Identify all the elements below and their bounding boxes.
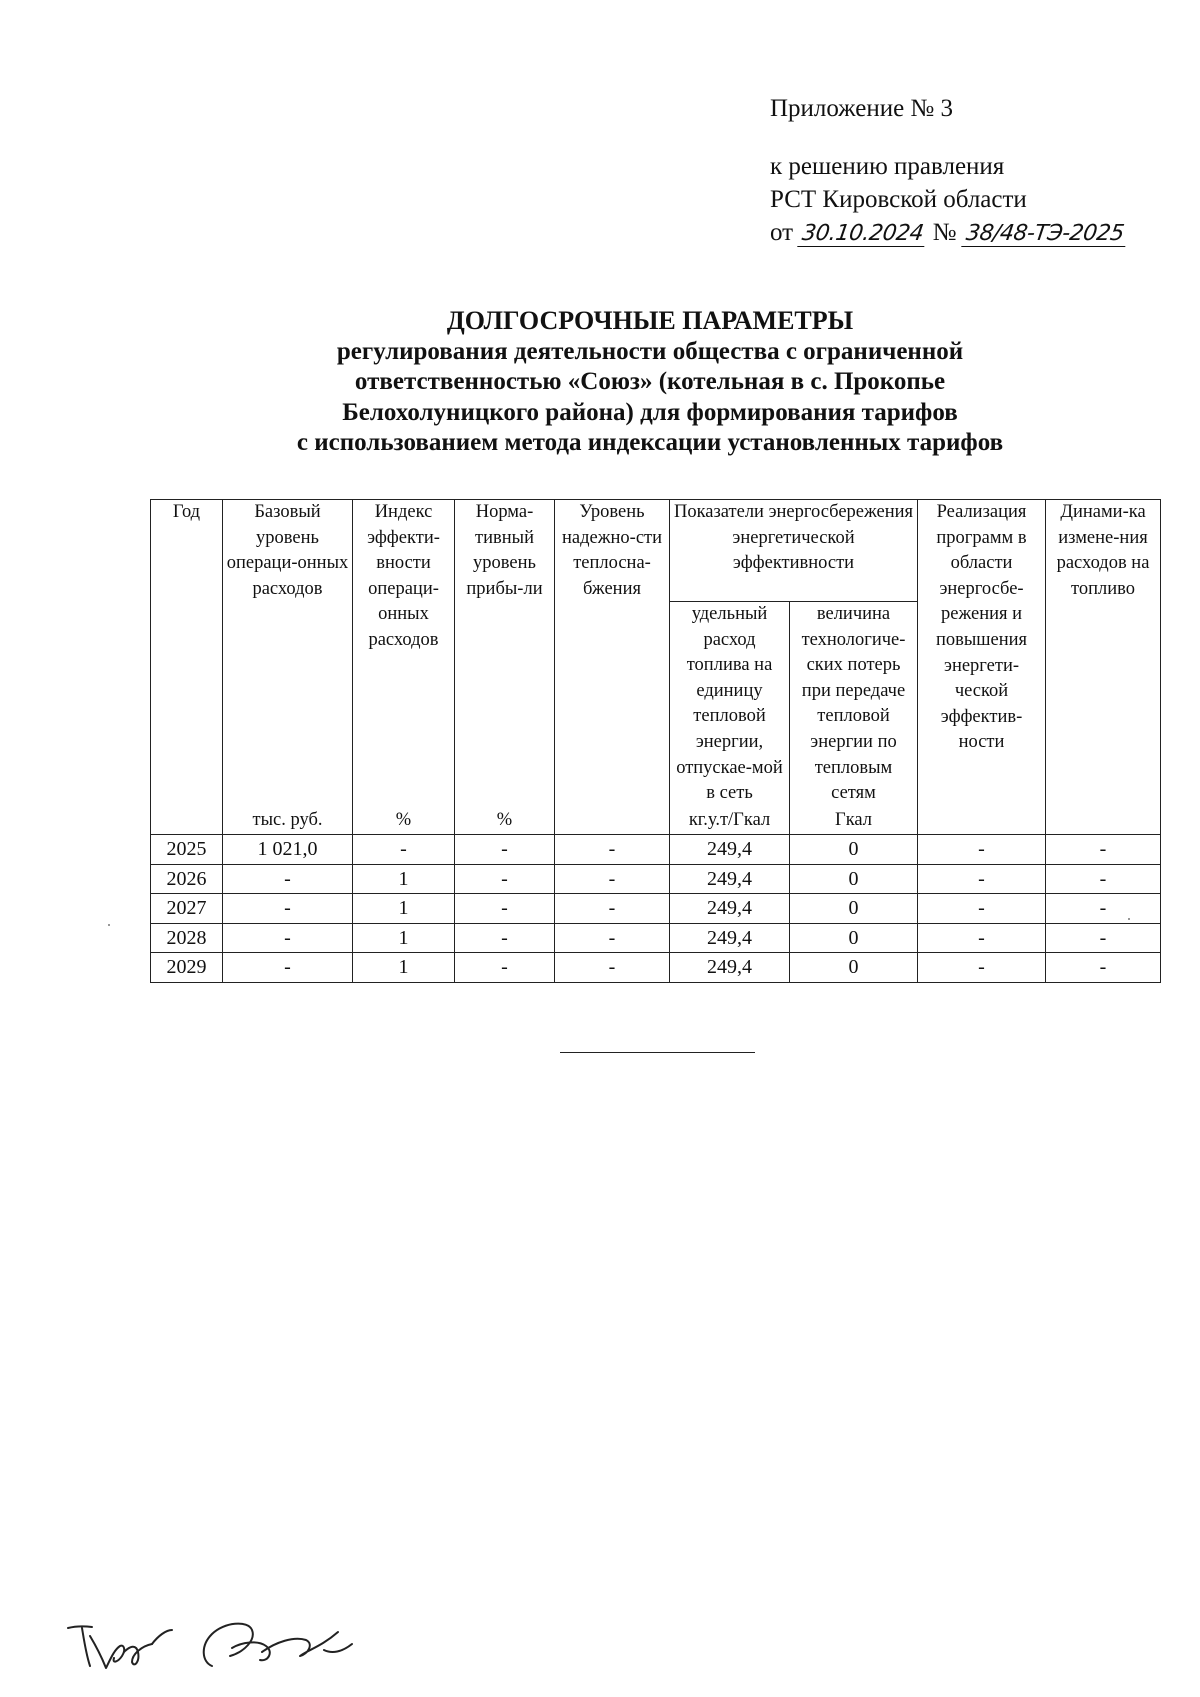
cell-normative-profit: - — [455, 953, 555, 983]
cell-fuel-dynamics: - — [1046, 835, 1161, 865]
cell-efficiency-index: - — [353, 835, 455, 865]
title-main: ДОЛГОСРОЧНЫЕ ПАРАМЕТРЫ — [446, 306, 854, 335]
decision-number: 38/48-ТЭ-2025 — [961, 222, 1128, 247]
scan-speck — [108, 924, 110, 926]
cell-fuel-dynamics: - — [1046, 894, 1161, 924]
cell-normative-profit: - — [455, 923, 555, 953]
cell-efficiency-index: 1 — [353, 894, 455, 924]
cell-reliability: - — [555, 923, 670, 953]
unit-specific-fuel: кг.у.т/Гкал — [670, 808, 790, 835]
number-prefix: № — [932, 219, 957, 246]
header-specific-fuel: удельный расход топлива на единицу тепловой энергии, отпускае-мой в сеть — [670, 602, 790, 809]
title-line-3: Белохолуницкого района) для формирования тарифов — [342, 398, 958, 426]
header-year: Год — [151, 500, 223, 835]
header-base-level: Базовый уровень операци-онных расходов — [223, 500, 353, 809]
cell-base-level: - — [223, 953, 353, 983]
cell-base-level: 1 021,0 — [223, 835, 353, 865]
header-normative-profit: Норма-тивный уровень прибы-ли — [455, 500, 555, 809]
scan-speck — [1128, 918, 1130, 920]
table-row — [151, 894, 1161, 924]
cell-year: 2028 — [151, 923, 223, 953]
cell-specific-fuel: 249,4 — [670, 894, 790, 924]
appendix-block — [770, 92, 1190, 249]
closing-rule — [560, 1052, 755, 1053]
cell-normative-profit: - — [455, 864, 555, 894]
unit-normative-profit: % — [455, 808, 555, 835]
cell-reliability: - — [555, 953, 670, 983]
handwritten-signature-icon — [62, 1606, 382, 1676]
cell-specific-fuel: 249,4 — [670, 864, 790, 894]
document-title — [150, 306, 1150, 459]
cell-year: 2025 — [151, 835, 223, 865]
cell-programs: - — [918, 864, 1046, 894]
cell-normative-profit: - — [455, 835, 555, 865]
parameters-table — [150, 499, 1161, 983]
table-row — [151, 923, 1161, 953]
cell-fuel-dynamics: - — [1046, 864, 1161, 894]
appendix-title: Приложение № 3 — [770, 95, 954, 122]
cell-year: 2027 — [151, 894, 223, 924]
cell-specific-fuel: 249,4 — [670, 835, 790, 865]
date-prefix: от — [770, 219, 794, 246]
table-row — [151, 835, 1161, 865]
title-line-4: с использованием метода индексации установленных тарифов — [296, 429, 1004, 456]
cell-heat-losses: 0 — [790, 953, 918, 983]
cell-efficiency-index: 1 — [353, 953, 455, 983]
cell-heat-losses: 0 — [790, 835, 918, 865]
cell-programs: - — [918, 835, 1046, 865]
cell-specific-fuel: 249,4 — [670, 923, 790, 953]
cell-base-level: - — [223, 864, 353, 894]
cell-normative-profit: - — [455, 894, 555, 924]
cell-efficiency-index: 1 — [353, 923, 455, 953]
header-heat-losses: величина технологиче-ских потерь при передаче тепловой энергии по тепловым сетям — [790, 602, 918, 809]
cell-base-level: - — [223, 894, 353, 924]
cell-heat-losses: 0 — [790, 864, 918, 894]
header-reliability: Уровень надежно-сти теплосна-бжения — [555, 500, 670, 835]
cell-efficiency-index: 1 — [353, 864, 455, 894]
cell-heat-losses: 0 — [790, 923, 918, 953]
header-efficiency-index: Индекс эффекти-вности операци-онных расходов — [353, 500, 455, 809]
cell-fuel-dynamics: - — [1046, 953, 1161, 983]
cell-programs: - — [918, 923, 1046, 953]
cell-fuel-dynamics: - — [1046, 923, 1161, 953]
table-row — [151, 864, 1161, 894]
appendix-decision-line: к решению правления — [770, 153, 1005, 180]
cell-reliability: - — [555, 894, 670, 924]
appendix-date-number-line — [770, 216, 1190, 249]
unit-efficiency-index: % — [353, 808, 455, 835]
cell-heat-losses: 0 — [790, 894, 918, 924]
cell-base-level: - — [223, 923, 353, 953]
appendix-authority-line: РСТ Кировской области — [770, 186, 1027, 213]
cell-reliability: - — [555, 864, 670, 894]
cell-year: 2029 — [151, 953, 223, 983]
title-line-1: регулирования деятельности общества с ограниченной — [336, 337, 964, 365]
table-row — [151, 953, 1161, 983]
cell-reliability: - — [555, 835, 670, 865]
unit-heat-losses: Гкал — [790, 808, 918, 835]
header-energy-indicators: Показатели энергосбережения энергетической эффективности — [670, 500, 918, 602]
header-programs: Реализация программ в области энергосбе-режения и повышения энергети-ческой эффектив-ности — [918, 500, 1046, 835]
cell-programs: - — [918, 894, 1046, 924]
cell-programs: - — [918, 953, 1046, 983]
title-line-2: ответственностью «Союз» (котельная в с. Прокопье — [354, 368, 946, 395]
header-fuel-dynamics: Динами-ка измене-ния расходов на топливо — [1046, 500, 1161, 835]
unit-base-level: тыс. руб. — [223, 808, 353, 835]
cell-specific-fuel: 249,4 — [670, 953, 790, 983]
decision-date: 30.10.2024 — [798, 222, 928, 247]
cell-year: 2026 — [151, 864, 223, 894]
